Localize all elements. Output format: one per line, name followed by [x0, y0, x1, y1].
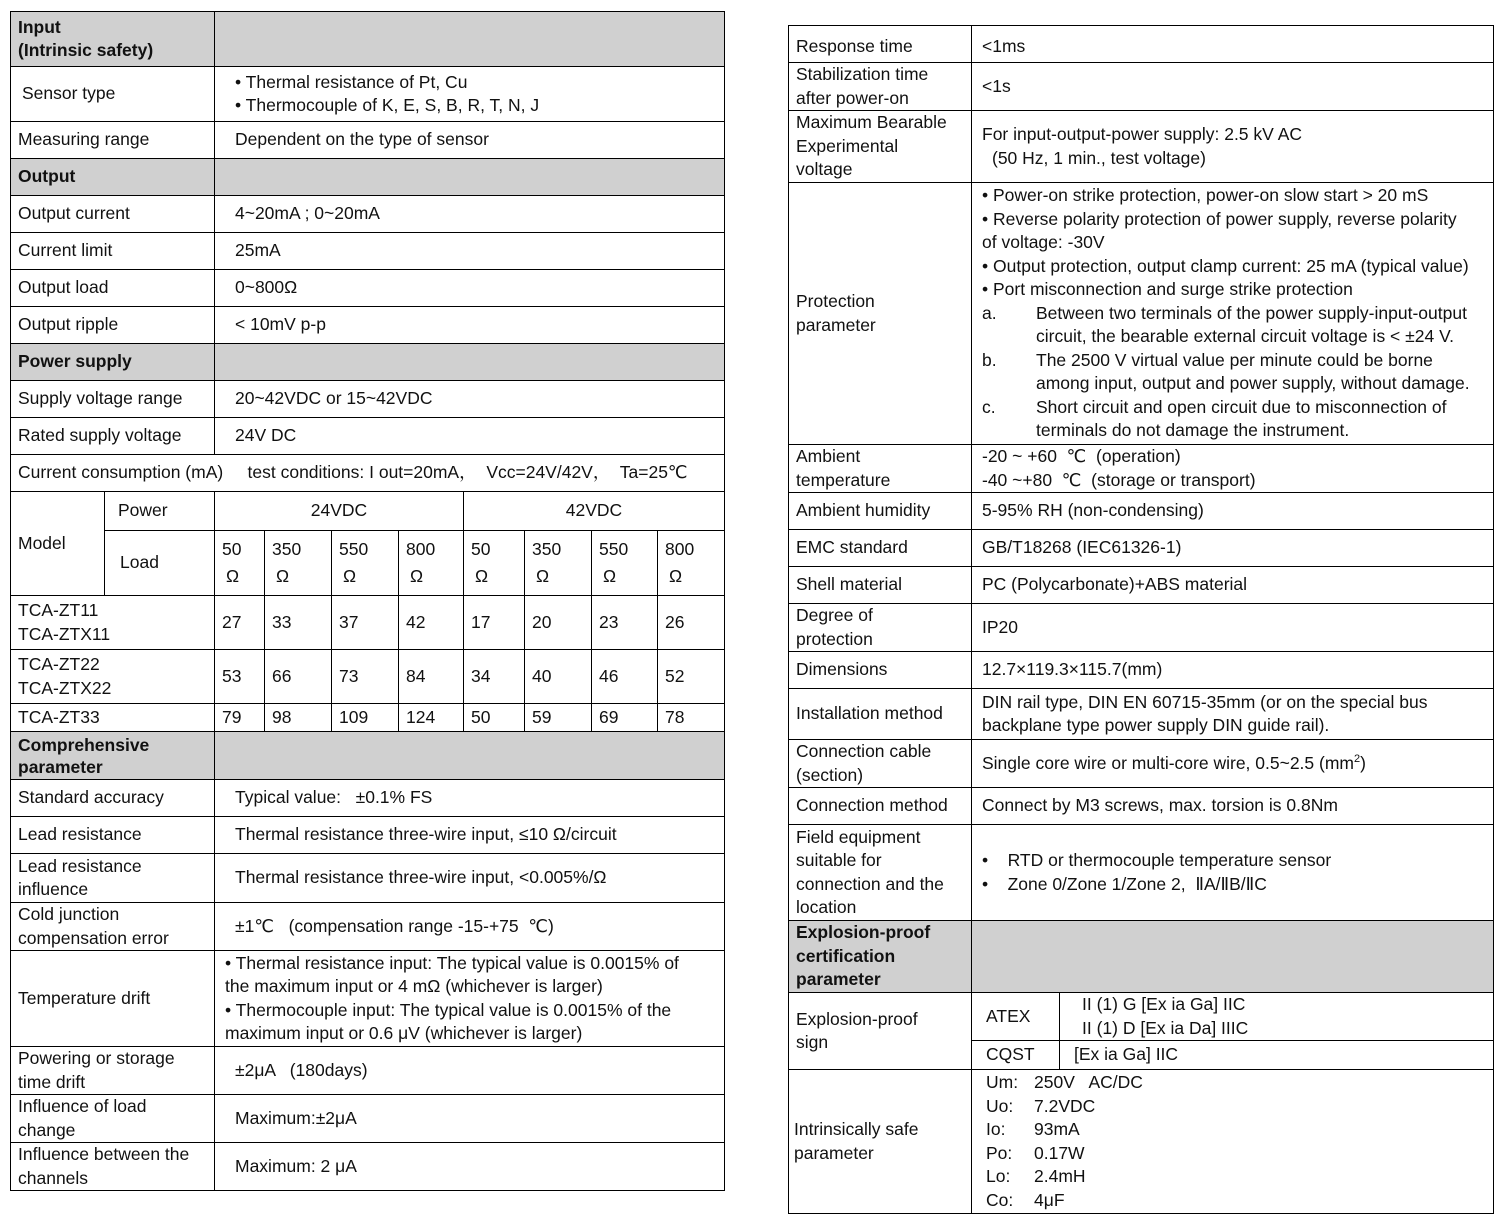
protection-value: • Power-on strike protection, power-on slow start > 20 mS • Reverse polarity protection of power supply, reverse polarity of voltage: -30V • Output protection, output clamp current: 25 mA (typical value) • Port misconnection and surge strike protection a. Between two terminals of the power supply-input-output circuit, the bearable external circuit voltage is < ±24 V. b. The 2500 V virtual value per minute could be borne among input, output and power supply, without damage. c. Short circuit and open circuit due to misconnection of terminals do not damage the instrument. [972, 183, 1494, 445]
load-header: Load [105, 531, 215, 596]
consumption-value: 79 [215, 704, 265, 732]
intrinsic-safe-value [972, 1070, 1494, 1214]
powering-drift-label: Powering or storage time drift [11, 1047, 215, 1095]
intrinsic-param: Um: 250V AC/DC [986, 1072, 1143, 1092]
input-section-header: Input (Intrinsic safety) [11, 12, 215, 67]
atex-value: II (1) G [Ex ia Ga] IIC II (1) D [Ex ia Da] IIIC [1060, 993, 1494, 1041]
powering-drift-value: ±2μA (180days) [215, 1047, 725, 1095]
shell-material-value: PC (Polycarbonate)+ABS material [972, 567, 1494, 604]
rated-supply-voltage-label: Rated supply voltage [11, 418, 215, 455]
consumption-value: 98 [265, 704, 332, 732]
load-header-6: 550 Ω [592, 531, 658, 596]
consumption-value: 20 [525, 596, 592, 650]
emc-standard-value: GB/T18268 (IEC61326-1) [972, 530, 1494, 567]
power-42vdc-header: 42VDC [464, 492, 725, 531]
load-header-3: 800 Ω [399, 531, 464, 596]
dimensions-value: 12.7×119.3×115.7(mm) [972, 652, 1494, 689]
consumption-value: 84 [399, 650, 464, 704]
output-section-header: Output [11, 159, 215, 196]
temperature-drift-value: • Thermal resistance input: The typical value is 0.0015% of the maximum input or 4 mΩ (whichever is larger) • Thermocouple input: The typical value is 0.0015% of the maximum input or 0.6 μV (whichever is larger) [215, 951, 725, 1047]
connection-method-label: Connection method [789, 788, 972, 825]
power-section-header: Power supply [11, 344, 215, 381]
protection-item-a: a. Between two terminals of the power supply-input-output circuit, the bearable external circuit voltage is < ±24 V. [982, 302, 1467, 347]
sensor-type-label: Sensor type [11, 67, 215, 122]
power-header: Power [105, 492, 215, 531]
consumption-value: 124 [399, 704, 464, 732]
connection-method-value: Connect by M3 screws, max. torsion is 0.8Nm [972, 788, 1494, 825]
protection-item-b: b. The 2500 V virtual value per minute could be borne among input, output and power supply, without damage. [982, 349, 1470, 394]
ambient-temperature-label: Ambient temperature [789, 445, 972, 493]
output-ripple-value: < 10mV p-p [215, 307, 725, 344]
intrinsic-param: Lo: 2.4mH [986, 1166, 1086, 1186]
installation-method-label: Installation method [789, 689, 972, 740]
load-header-4: 50 Ω [464, 531, 525, 596]
measuring-range-label: Measuring range [11, 122, 215, 159]
load-header-0: 50 Ω [215, 531, 265, 596]
consumption-value: 78 [658, 704, 725, 732]
current-limit-value: 25mA [215, 233, 725, 270]
consumption-value: 42 [399, 596, 464, 650]
cold-junction-value: ±1℃ (compensation range -15-+75 ℃) [215, 903, 725, 951]
explosion-proof-section-header: Explosion-proof certification parameter [789, 921, 972, 993]
rated-supply-voltage-value: 24V DC [215, 418, 725, 455]
table-row [11, 596, 725, 650]
stabilization-value: <1s [972, 63, 1494, 111]
consumption-value: 52 [658, 650, 725, 704]
consumption-value: 40 [525, 650, 592, 704]
response-time-value: <1ms [972, 26, 1494, 63]
measuring-range-value: Dependent on the type of sensor [215, 122, 725, 159]
intrinsic-safe-label: Intrinsically safe parameter [789, 1070, 972, 1214]
load-header-5: 350 Ω [525, 531, 592, 596]
consumption-value: 53 [215, 650, 265, 704]
load-header-1: 350 Ω [265, 531, 332, 596]
power-24vdc-header: 24VDC [215, 492, 464, 531]
consumption-value: 46 [592, 650, 658, 704]
intrinsic-param: Po: 0.17W [986, 1142, 1085, 1163]
consumption-value: 109 [332, 704, 399, 732]
cold-junction-label: Cold junction compensation error [11, 903, 215, 951]
standard-accuracy-value: Typical value: ±0.1% FS [215, 780, 725, 817]
load-change-value: Maximum:±2μA [215, 1095, 725, 1143]
field-equipment-value: • RTD or thermocouple temperature sensor • Zone 0/Zone 1/Zone 2, ⅡA/ⅡB/ⅡC [972, 825, 1494, 921]
right-spec-table [788, 25, 1494, 1214]
table-row [11, 650, 725, 704]
consumption-value: 23 [592, 596, 658, 650]
consumption-value: 34 [464, 650, 525, 704]
shell-material-label: Shell material [789, 567, 972, 604]
atex-label: ATEX [972, 993, 1060, 1041]
connection-cable-value: Single core wire or multi-core wire, 0.5~2.5 $(mm^2)$ [972, 740, 1494, 788]
intrinsic-param: Uo: 7.2VDC [986, 1095, 1096, 1116]
intrinsic-param: Io: 93mA [986, 1119, 1080, 1139]
output-current-value: 4~20mA ; 0~20mA [215, 196, 725, 233]
max-voltage-value: For input-output-power supply: 2.5 kV AC (50 Hz, 1 min., test voltage) [972, 111, 1494, 183]
supply-voltage-range-value: 20~42VDC or 15~42VDC [215, 381, 725, 418]
load-header-7: 800 Ω [658, 531, 725, 596]
lead-influence-value: Thermal resistance three-wire input, <0.005%/Ω [215, 854, 725, 903]
load-change-label: Influence of load change [11, 1095, 215, 1143]
current-consumption-caption: Current consumption (mA) test conditions: I out=20mA， Vcc=24V/42V， Ta=25℃ [11, 455, 725, 492]
lead-influence-label: Lead resistance influence [11, 854, 215, 903]
left-spec-table [10, 11, 725, 1191]
cqst-value: [Ex ia Ga] IIC [1060, 1041, 1494, 1070]
consumption-value: 27 [215, 596, 265, 650]
output-load-value: 0~800Ω [215, 270, 725, 307]
consumption-value: 37 [332, 596, 399, 650]
field-equipment-label: Field equipment suitable for connection and the location [789, 825, 972, 921]
degree-protection-label: Degree of protection [789, 604, 972, 652]
supply-voltage-range-label: Supply voltage range [11, 381, 215, 418]
consumption-value: 33 [265, 596, 332, 650]
consumption-value: 66 [265, 650, 332, 704]
cqst-label: CQST [972, 1041, 1060, 1070]
response-time-label: Response time [789, 26, 972, 63]
dimensions-label: Dimensions [789, 652, 972, 689]
lead-resistance-label: Lead resistance [11, 817, 215, 854]
model-cell: TCA-ZT33 [11, 704, 215, 732]
consumption-value: 26 [658, 596, 725, 650]
between-channels-label: Influence between the channels [11, 1143, 215, 1191]
comprehensive-section-header: Comprehensive parameter [11, 732, 215, 780]
consumption-value: 59 [525, 704, 592, 732]
explosion-proof-sign-label: Explosion-proof sign [789, 993, 972, 1070]
model-header: Model [11, 492, 105, 596]
table-row [11, 704, 725, 732]
ambient-humidity-value: 5-95% RH (non-condensing) [972, 493, 1494, 530]
model-cell: TCA-ZT11 TCA-ZTX11 [11, 596, 215, 650]
standard-accuracy-label: Standard accuracy [11, 780, 215, 817]
output-load-label: Output load [11, 270, 215, 307]
protection-item-c: c. Short circuit and open circuit due to misconnection of terminals do not damage the instrument. [982, 396, 1447, 441]
model-cell: TCA-ZT22 TCA-ZTX22 [11, 650, 215, 704]
degree-protection-value: IP20 [972, 604, 1494, 652]
protection-label: Protection parameter [789, 183, 972, 445]
consumption-value: 69 [592, 704, 658, 732]
lead-resistance-value: Thermal resistance three-wire input, ≤10 Ω/circuit [215, 817, 725, 854]
intrinsic-param: Co: 4μF [986, 1189, 1065, 1210]
installation-method-value: DIN rail type, DIN EN 60715-35mm (or on the special bus backplane type power supply DIN guide rail). [972, 689, 1494, 740]
consumption-value: 50 [464, 704, 525, 732]
ambient-humidity-label: Ambient humidity [789, 493, 972, 530]
temperature-drift-label: Temperature drift [11, 951, 215, 1047]
consumption-value: 73 [332, 650, 399, 704]
connection-cable-label: Connection cable (section) [789, 740, 972, 788]
stabilization-label: Stabilization time after power-on [789, 63, 972, 111]
output-current-label: Output current [11, 196, 215, 233]
ambient-temperature-value: -20 ~ +60 ℃ (operation) -40 ~+80 ℃ (storage or transport) [972, 445, 1494, 493]
output-ripple-label: Output ripple [11, 307, 215, 344]
emc-standard-label: EMC standard [789, 530, 972, 567]
load-header-2: 550 Ω [332, 531, 399, 596]
current-limit-label: Current limit [11, 233, 215, 270]
consumption-value: 17 [464, 596, 525, 650]
between-channels-value: Maximum: 2 μA [215, 1143, 725, 1191]
sensor-type-value: • Thermal resistance of Pt, Cu • Thermocouple of K, E, S, B, R, T, N, J [215, 67, 725, 122]
max-voltage-label: Maximum Bearable Experimental voltage [789, 111, 972, 183]
